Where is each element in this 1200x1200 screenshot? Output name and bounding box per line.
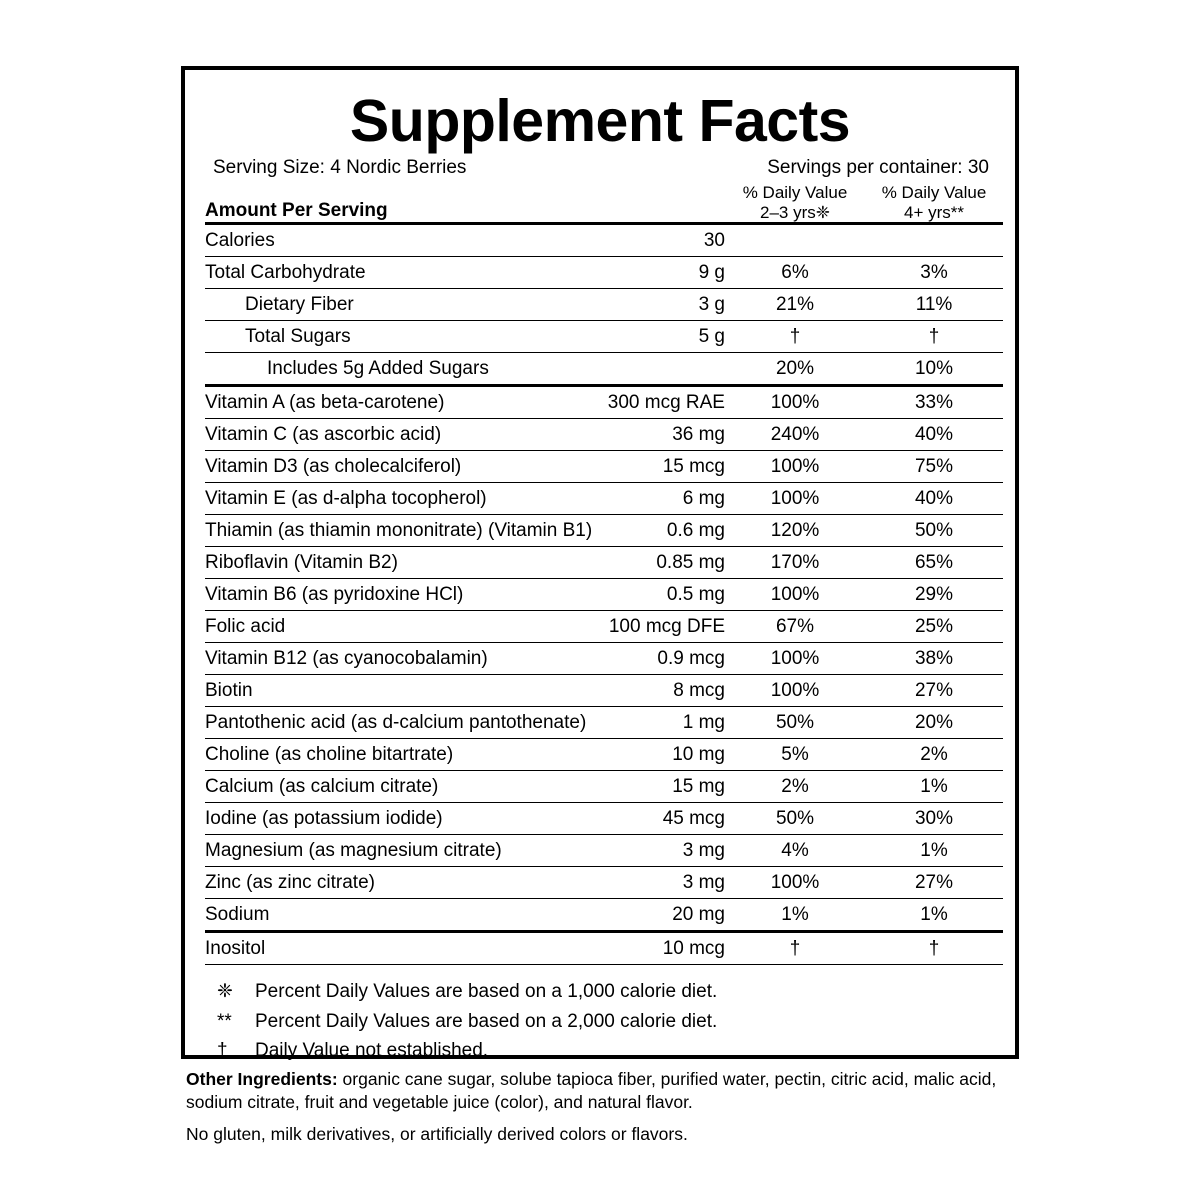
- nutrient-dv-4plus: 50%: [865, 515, 1003, 547]
- table-row: [205, 932, 1003, 965]
- nutrient-dv-4plus: 1%: [865, 835, 1003, 867]
- table-row: [205, 451, 1003, 483]
- nutrient-amount: 0.5 mg: [597, 579, 725, 611]
- serving-size: Serving Size: 4 Nordic Berries: [213, 157, 467, 178]
- nutrient-dv-4plus: 27%: [865, 675, 1003, 707]
- table-row: [205, 419, 1003, 451]
- footnote: [217, 1007, 995, 1036]
- header-daily-value-2-3: [725, 183, 865, 224]
- other-ingredients-line: [186, 1068, 1031, 1114]
- header-spacer: [597, 183, 725, 224]
- nutrient-dv-2-3: 6%: [725, 257, 865, 289]
- nutrient-name: Inositol: [205, 932, 597, 965]
- footnote: [217, 977, 995, 1006]
- nutrient-amount: 10 mcg: [597, 932, 725, 965]
- header-dv2-line1: % Daily Value: [881, 183, 987, 202]
- table-row: [205, 835, 1003, 867]
- nutrient-dv-4plus: 75%: [865, 451, 1003, 483]
- nutrient-name: Calories: [205, 224, 597, 257]
- table-row: [205, 483, 1003, 515]
- nutrient-dv-4plus: 27%: [865, 867, 1003, 899]
- nutrient-amount: 100 mcg DFE: [597, 611, 725, 643]
- header-dv2-line2: 4+ yrs**: [904, 202, 964, 222]
- nutrient-name: Choline (as choline bitartrate): [205, 739, 597, 771]
- nutrient-dv-4plus: 2%: [865, 739, 1003, 771]
- table-row: [205, 771, 1003, 803]
- footnote-marker: †: [217, 1039, 228, 1061]
- nutrient-amount: 1 mg: [597, 707, 725, 739]
- other-ingredients-block: [186, 1068, 1031, 1146]
- nutrient-dv-2-3: 21%: [725, 289, 865, 321]
- nutrient-dv-2-3: 170%: [725, 547, 865, 579]
- nutrient-amount: 9 g: [597, 257, 725, 289]
- other-ingredients-label: Other Ingredients:: [186, 1069, 338, 1089]
- nutrient-amount: 3 mg: [597, 835, 725, 867]
- servings-per-container: Servings per container: 30: [767, 157, 989, 178]
- nutrient-dv-4plus: 33%: [865, 386, 1003, 419]
- nutrient-name: Includes 5g Added Sugars: [205, 353, 597, 386]
- nutrient-dv-4plus: 38%: [865, 643, 1003, 675]
- footnote-text: Percent Daily Values are based on a 2,000 calorie diet.: [255, 1010, 718, 1032]
- nutrient-amount: 30: [597, 224, 725, 257]
- table-row: [205, 867, 1003, 899]
- header-dv1-line2: 2–3 yrs❈: [760, 202, 830, 222]
- nutrient-amount: 15 mcg: [597, 451, 725, 483]
- table-row: [205, 803, 1003, 835]
- table-row: [205, 739, 1003, 771]
- nutrient-dv-2-3: 20%: [725, 353, 865, 386]
- nutrient-name: Total Carbohydrate: [205, 257, 597, 289]
- nutrient-name: Biotin: [205, 675, 597, 707]
- nutrient-dv-4plus: 40%: [865, 483, 1003, 515]
- nutrient-dv-4plus: 1%: [865, 771, 1003, 803]
- nutrient-amount: 8 mcg: [597, 675, 725, 707]
- table-row: [205, 257, 1003, 289]
- nutrient-amount: 5 g: [597, 321, 725, 353]
- nutrient-dv-2-3: 4%: [725, 835, 865, 867]
- table-row: [205, 707, 1003, 739]
- nutrient-dv-2-3: 67%: [725, 611, 865, 643]
- nutrient-amount: 10 mg: [597, 739, 725, 771]
- table-row: [205, 643, 1003, 675]
- nutrient-name: Zinc (as zinc citrate): [205, 867, 597, 899]
- nutrient-dv-2-3: 2%: [725, 771, 865, 803]
- nutrient-dv-2-3: 240%: [725, 419, 865, 451]
- table-row: [205, 675, 1003, 707]
- nutrient-dv-4plus: 3%: [865, 257, 1003, 289]
- nutrient-name: Riboflavin (Vitamin B2): [205, 547, 597, 579]
- nutrient-dv-2-3: 100%: [725, 643, 865, 675]
- nutrient-amount: 6 mg: [597, 483, 725, 515]
- table-row: [205, 515, 1003, 547]
- nutrient-dv-2-3: 5%: [725, 739, 865, 771]
- nutrition-table: [205, 183, 1003, 965]
- nutrient-amount: 15 mg: [597, 771, 725, 803]
- nutrient-dv-4plus: 25%: [865, 611, 1003, 643]
- nutrient-dv-4plus: 11%: [865, 289, 1003, 321]
- nutrient-name: Magnesium (as magnesium citrate): [205, 835, 597, 867]
- nutrient-name: Folic acid: [205, 611, 597, 643]
- table-row: [205, 289, 1003, 321]
- nutrient-dv-2-3: †: [725, 321, 865, 353]
- nutrient-name: Vitamin E (as d-alpha tocopherol): [205, 483, 597, 515]
- nutrient-dv-2-3: 100%: [725, 451, 865, 483]
- table-row: [205, 224, 1003, 257]
- nutrient-name: Calcium (as calcium citrate): [205, 771, 597, 803]
- nutrient-name: Thiamin (as thiamin mononitrate) (Vitamin B1): [205, 515, 597, 547]
- nutrient-name: Total Sugars: [205, 321, 597, 353]
- table-row: [205, 353, 1003, 386]
- nutrient-amount: 45 mcg: [597, 803, 725, 835]
- table-row: [205, 899, 1003, 932]
- nutrient-dv-2-3: 100%: [725, 483, 865, 515]
- nutrient-dv-4plus: 1%: [865, 899, 1003, 932]
- nutrient-dv-2-3: 100%: [725, 386, 865, 419]
- nutrient-dv-4plus: 10%: [865, 353, 1003, 386]
- footnote: [217, 1036, 995, 1065]
- table-row: [205, 321, 1003, 353]
- nutrient-dv-2-3: 1%: [725, 899, 865, 932]
- supplement-facts-panel: [181, 66, 1019, 1059]
- nutrient-dv-2-3: †: [725, 932, 865, 965]
- nutrient-name: Vitamin B6 (as pyridoxine HCl): [205, 579, 597, 611]
- nutrient-name: Pantothenic acid (as d-calcium pantothenate): [205, 707, 597, 739]
- nutrient-dv-2-3: 50%: [725, 803, 865, 835]
- nutrient-amount: 3 mg: [597, 867, 725, 899]
- nutrient-name: Vitamin D3 (as cholecalciferol): [205, 451, 597, 483]
- nutrient-dv-2-3: [725, 224, 865, 257]
- nutrient-dv-2-3: 100%: [725, 675, 865, 707]
- table-row: [205, 579, 1003, 611]
- table-row: [205, 547, 1003, 579]
- nutrient-dv-4plus: 40%: [865, 419, 1003, 451]
- nutrient-name: Vitamin A (as beta-carotene): [205, 386, 597, 419]
- footnote-text: Daily Value not established.: [255, 1039, 489, 1061]
- footnotes: [205, 977, 995, 1065]
- nutrient-dv-4plus: 29%: [865, 579, 1003, 611]
- nutrient-dv-4plus: †: [865, 321, 1003, 353]
- panel-title: Supplement Facts: [349, 88, 851, 154]
- nutrient-amount: 0.85 mg: [597, 547, 725, 579]
- nutrient-name: Vitamin C (as ascorbic acid): [205, 419, 597, 451]
- nutrient-amount: 36 mg: [597, 419, 725, 451]
- nutrient-name: Dietary Fiber: [205, 289, 597, 321]
- nutrient-dv-4plus: 20%: [865, 707, 1003, 739]
- nutrient-dv-4plus: 65%: [865, 547, 1003, 579]
- header-dv1-line1: % Daily Value: [742, 183, 848, 202]
- header-daily-value-4plus: [865, 183, 1003, 224]
- nutrient-name: Iodine (as potassium iodide): [205, 803, 597, 835]
- nutrient-dv-2-3: 100%: [725, 579, 865, 611]
- nutrient-amount: 0.9 mcg: [597, 643, 725, 675]
- nutrient-dv-4plus: [865, 224, 1003, 257]
- nutrient-name: Sodium: [205, 899, 597, 932]
- nutrient-name: Vitamin B12 (as cyanocobalamin): [205, 643, 597, 675]
- nutrient-amount: 3 g: [597, 289, 725, 321]
- other-ingredients-text: organic cane sugar, solube tapioca fiber, purified water, pectin, citric acid, malic acid, sodium citrate, fruit and vegetable juice (color), and natural flavor.: [186, 1069, 997, 1113]
- footnote-marker: **: [217, 1010, 232, 1032]
- nutrient-amount: 20 mg: [597, 899, 725, 932]
- nutrient-dv-2-3: 50%: [725, 707, 865, 739]
- nutrient-dv-2-3: 120%: [725, 515, 865, 547]
- nutrient-amount: 0.6 mg: [597, 515, 725, 547]
- table-row: [205, 611, 1003, 643]
- footnote-text: Percent Daily Values are based on a 1,000 calorie diet.: [255, 981, 718, 1003]
- table-row: [205, 386, 1003, 419]
- allergen-note: No gluten, milk derivatives, or artificially derived colors or flavors.: [186, 1124, 688, 1145]
- table-header-row: [205, 183, 1003, 224]
- nutrient-dv-4plus: 30%: [865, 803, 1003, 835]
- nutrient-amount: 300 mcg RAE: [597, 386, 725, 419]
- nutrient-dv-4plus: †: [865, 932, 1003, 965]
- serving-info: [205, 157, 995, 179]
- header-amount-per-serving: Amount Per Serving: [205, 183, 597, 224]
- footnote-marker: ❈: [217, 981, 233, 1003]
- nutrition-table-body: [205, 224, 1003, 965]
- nutrient-amount: [597, 353, 725, 386]
- nutrient-dv-2-3: 100%: [725, 867, 865, 899]
